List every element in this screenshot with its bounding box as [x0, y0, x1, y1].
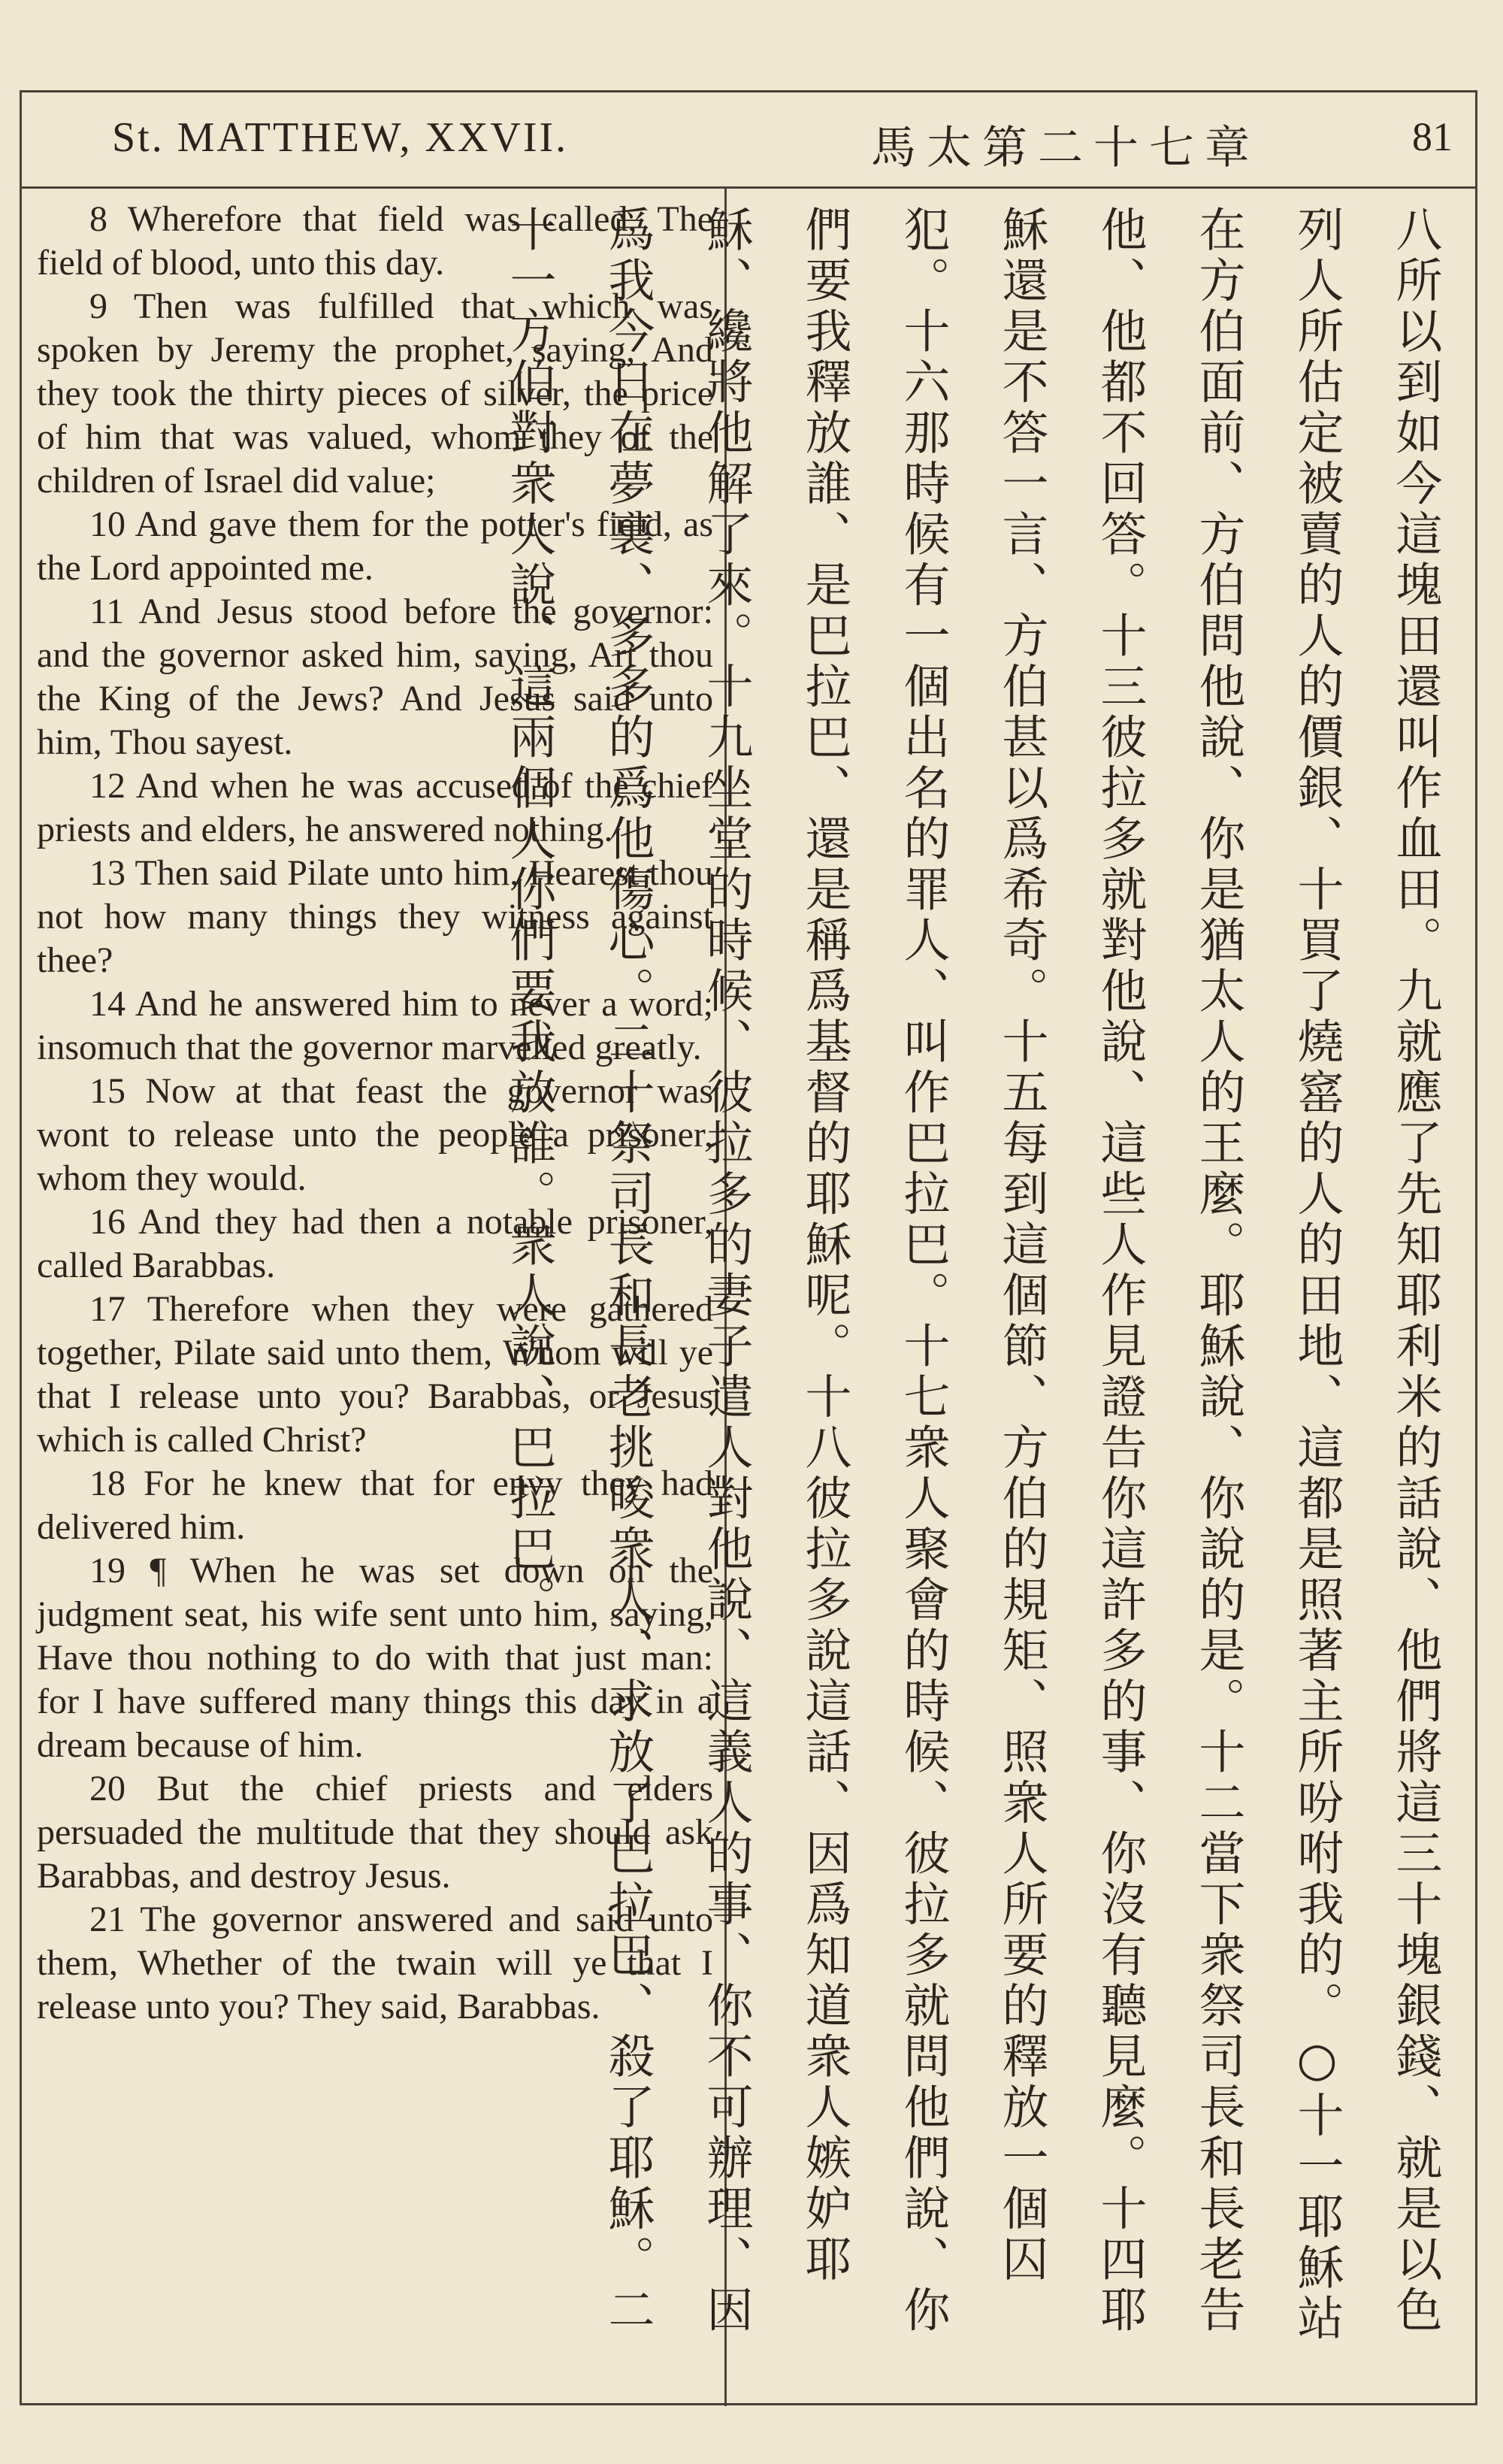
verse-8: 8 Wherefore that field was called, The field of blood, unto this day. — [37, 199, 713, 283]
verse-18: 18 For he knew that for envy they had delivered him. — [37, 1464, 713, 1547]
page-number: 81 — [1412, 114, 1453, 159]
verse-12: 12 And when he was accused of the chief priests and elders, he answered nothing. — [37, 766, 713, 849]
verse-17: 17 Therefore when they were gathered together, Pilate said unto them, Whom will ye that I release unto you? Barabbas, or Jesus which is called Christ? — [37, 1289, 713, 1460]
verse-19: 19 ¶ When he was set down on the judgment seat, his wife sent unto him, saying, Have thou nothing to do with that just man: for I have suffered many things this day in a dream because of him. — [37, 1551, 713, 1765]
verse-9: 9 Then was fulfilled that which was spoken by Jeremy the prophet, saying, And they took the thirty pieces of silver, the price of him that was valued, whom they of the children of Israel did value; — [37, 286, 713, 501]
english-running-title: St. MATTHEW, XXVII. — [112, 114, 569, 161]
verse-13: 13 Then said Pilate unto him, Hearest thou not how many things they witness against thee? — [37, 853, 713, 980]
running-header — [22, 92, 1475, 189]
chinese-column — [502, 205, 1465, 2385]
verse-11: 11 And Jesus stood before the governor: and the governor asked him, saying, Art thou the King of the Jews? And Jesus said unto him, Thou sayest. — [37, 592, 713, 762]
verse-21: 21 The governor answered and said unto them, Whether of the twain will ye that I release unto you? They said, Barabbas. — [37, 1899, 713, 2027]
verse-14: 14 And he answered him to never a word; insomuch that the governor marvelled greatly. — [37, 984, 713, 1067]
chinese-verse-text: 八所以到如今這塊田還叫作血田。九就應了先知耶利米的話說、他們將這三十塊銀錢、就是以色列人所估定被賣的人的價銀、十買了燒窰的人的田地、這都是照著主所吩咐我的。○十一耶穌站在方伯面前、方伯問他說、你是猶太人的王麼。耶穌說、你說的是。十二當下衆祭司長和長老告他、他都不回答。十三彼拉多就對他說、這些人作見證告你這許多的事、你沒有聽見麼。十四耶穌還是不答一言、方伯甚以爲希奇。十五每到這個節、方伯的規矩、照衆人所要的釋放一個囚犯。十六那時候有一個出名的罪人、叫作巴拉巴。十七衆人聚會的時候、彼拉多就問他們說、你們要我釋放誰、是巴拉巴、還是稱爲基督的耶穌呢。十八彼拉多說這話、因爲知道衆人嫉妒耶穌、纔將他解了來。十九坐堂的時候、彼拉多的妻子遣人對他說、這義人的事、你不可辦理、因爲我今日在夢裏、多多的爲他傷心。二十祭司長和長老挑唆衆人、求放了巴拉巴、殺了耶穌。二十一方伯對衆人說、這兩個人你們要我放誰。衆人說、巴拉巴。 — [502, 205, 1443, 2344]
verse-15: 15 Now at that feast the governor was wont to release unto the people a prisoner, whom they would. — [37, 1071, 713, 1198]
verse-10: 10 And gave them for the potter's field, as the Lord appointed me. — [37, 504, 713, 588]
verse-16: 16 And they had then a notable prisoner, called Barabbas. — [37, 1202, 713, 1285]
verse-20: 20 But the chief priests and elders persuaded the multitude that they should ask Barabbas, and destroy Jesus. — [37, 1769, 713, 1896]
chinese-running-title: 馬太第二十七章 — [871, 122, 1260, 174]
page-frame — [20, 90, 1477, 2405]
